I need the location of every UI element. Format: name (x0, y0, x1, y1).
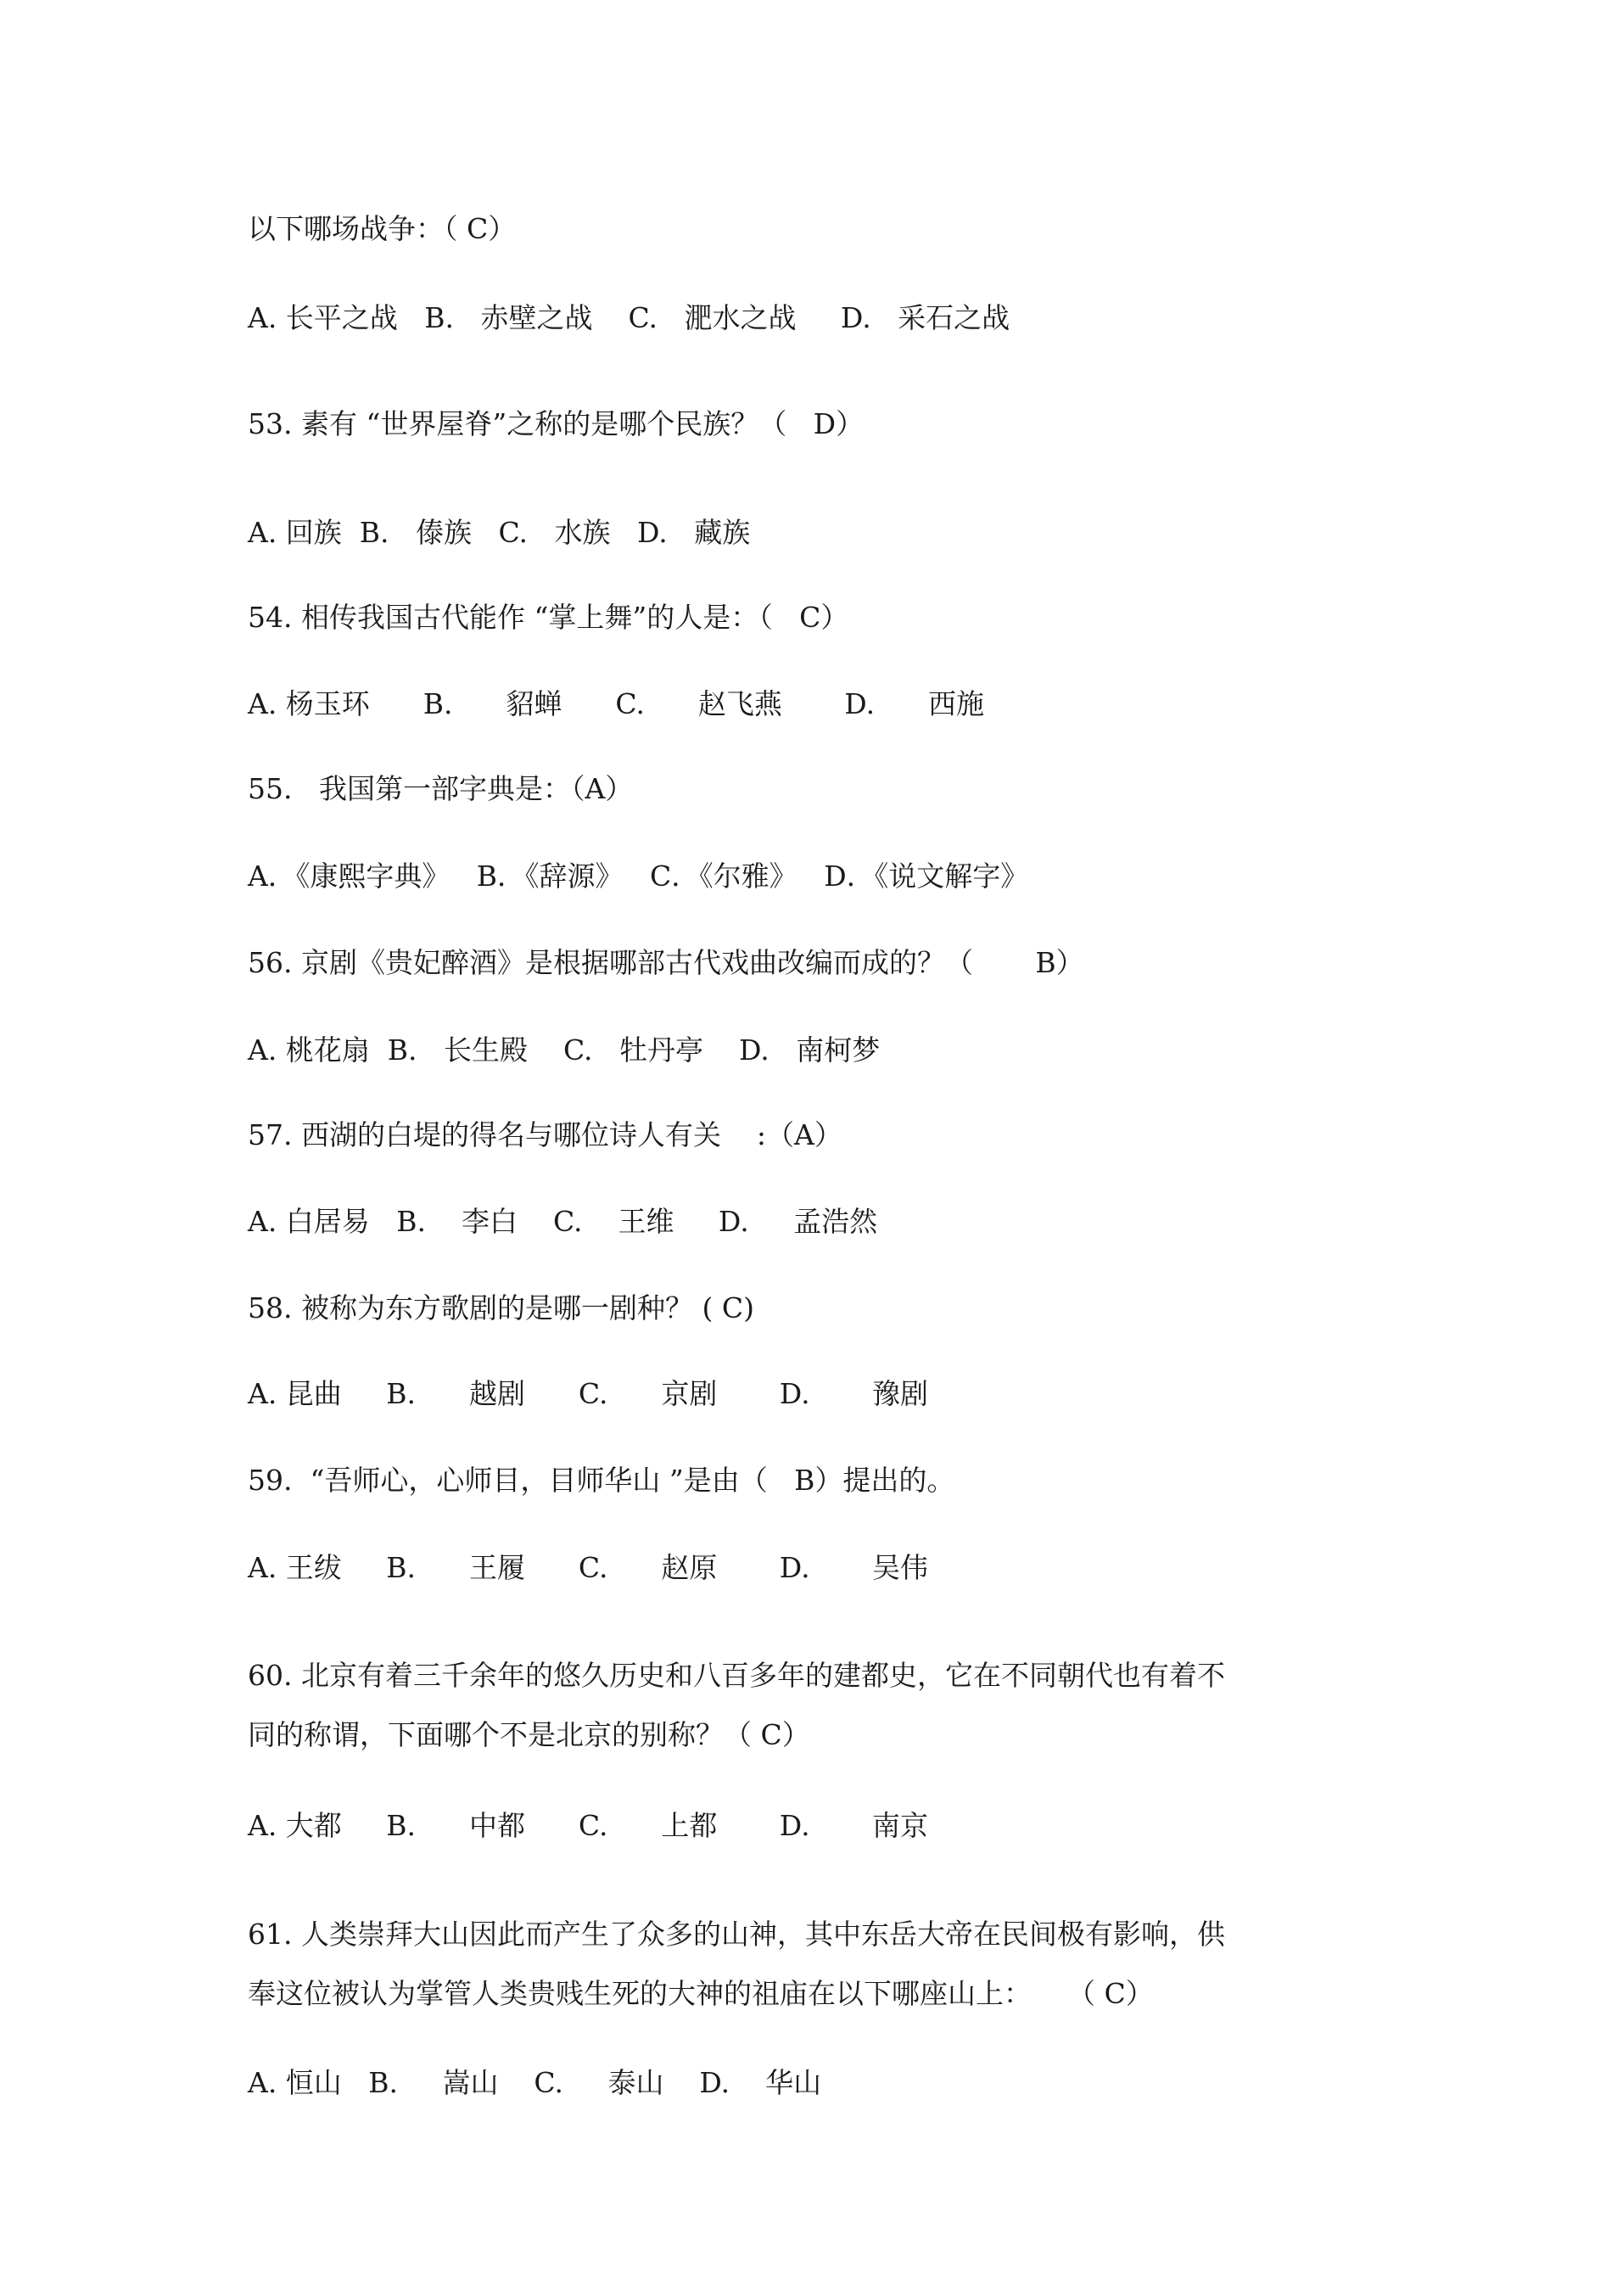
text-line: 55. 我国第一部字典是：（A） (248, 772, 634, 805)
text-line: A. 长平之战 B. 赤壁之战 C. 淝水之战 D. 采石之战 (248, 301, 1010, 334)
text-line: A. 白居易 B. 李白 C. 王维 D. 孟浩然 (248, 1205, 878, 1238)
text-line: A. 王绂 B. 王履 C. 赵原 D. 吴伟 (248, 1551, 929, 1584)
text-line: A. 回族 B. 傣族 C. 水族 D. 藏族 (248, 516, 751, 549)
text-line: A. 桃花扇 B. 长生殿 C. 牡丹亭 D. 南柯梦 (248, 1033, 881, 1067)
text-line: 59. “吾师心，心师目，目师华山 ”是由（ B）提出的。 (248, 1464, 955, 1497)
text-line: A. 杨玉环 B. 貂蝉 C. 赵飞燕 D. 西施 (248, 687, 985, 720)
text-line: 60. 北京有着三千余年的悠久历史和八百多年的建都史，它在不同朝代也有着不 (248, 1659, 1225, 1692)
text-line: 53. 素有 “世界屋脊”之称的是哪个民族？（ D） (248, 407, 865, 440)
text-line: A. 恒山 B. 嵩山 C. 泰山 D. 华山 (248, 2066, 822, 2099)
text-line: 58. 被称为东方歌剧的是哪一剧种？ ( C) (248, 1291, 754, 1324)
text-line: 以下哪场战争：（ C） (248, 212, 517, 245)
text-line: A. 大都 B. 中都 C. 上都 D. 南京 (248, 1809, 929, 1842)
text-line: A．《康熙字典》 B．《辞源》 C．《尔雅》 D．《说文解字》 (248, 860, 1029, 893)
text-line: 57. 西湖的白堤的得名与哪位诗人有关 :（A） (248, 1118, 842, 1151)
text-line: 56. 京剧《贵妃醉酒》是根据哪部古代戏曲改编而成的？（ B） (248, 946, 1084, 979)
text-line: 奉这位被认为掌管人类贵贱生死的大神的祖庙在以下哪座山上： （ C） (248, 1977, 1154, 2010)
text-line: 同的称谓，下面哪个不是北京的别称？（ C） (248, 1718, 810, 1751)
text-line: A. 昆曲 B. 越剧 C. 京剧 D. 豫剧 (248, 1377, 929, 1410)
text-line: 54. 相传我国古代能作 “掌上舞”的人是：（ C） (248, 601, 849, 634)
text-line: 61. 人类崇拜大山因此而产生了众多的山神，其中东岳大帝在民间极有影响，供 (248, 1918, 1225, 1951)
